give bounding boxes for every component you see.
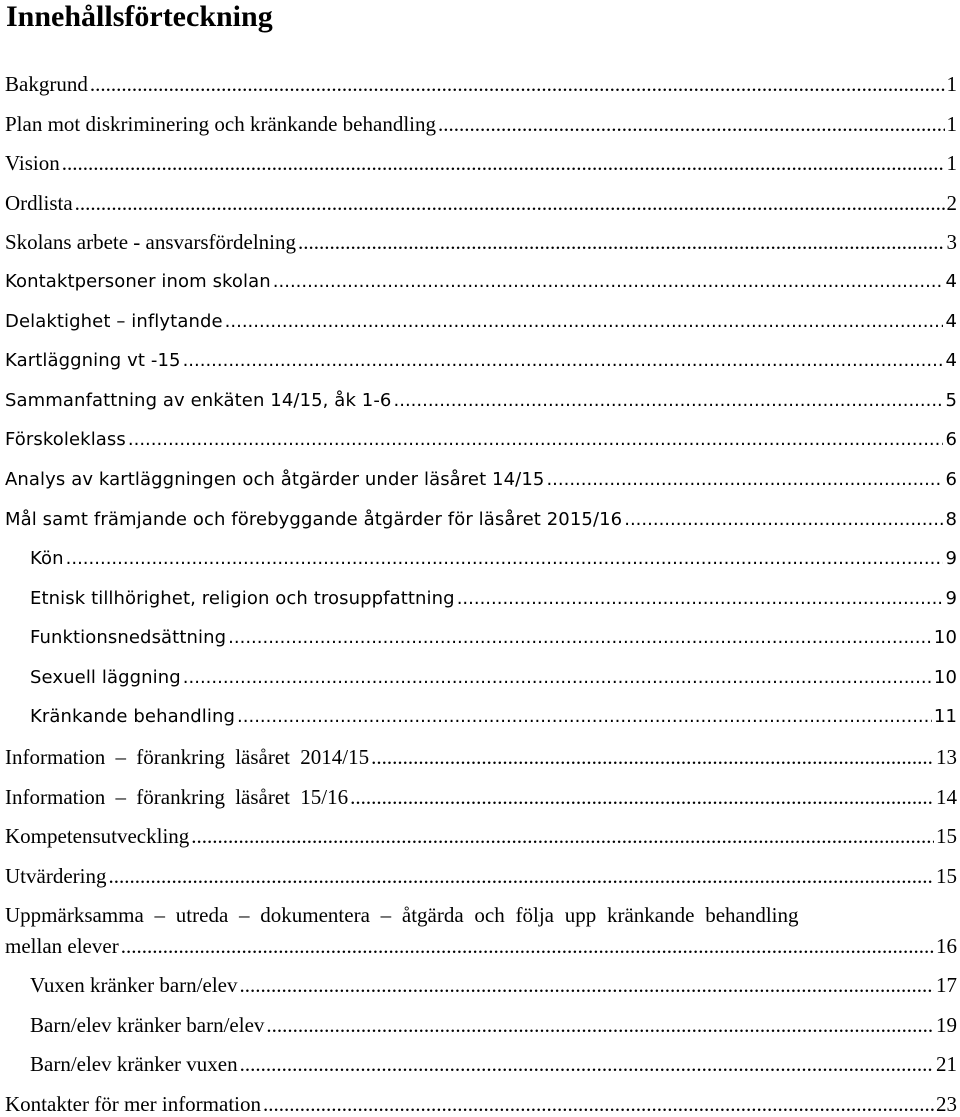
toc-entry-barn-kranker-barn[interactable] — [30, 1012, 957, 1038]
toc-page-number: 10 — [933, 627, 957, 648]
toc-page-number: 9 — [945, 548, 957, 569]
toc-entry-text: Mål samt främjande och förebyggande åtgärder för läsåret 2015/16 — [5, 509, 623, 530]
toc-dot-leader — [228, 625, 932, 651]
toc-entry-mal[interactable] — [5, 507, 957, 533]
toc-dot-leader — [438, 111, 945, 137]
toc-entry-text: Vuxen kränker barn/elev — [30, 973, 238, 997]
toc-entry-text: Information – förankring läsåret 2014/15 — [5, 745, 370, 769]
toc-entry-text: Sammanfattning av enkäten 14/15, åk 1-6 — [5, 390, 392, 411]
toc-entry-analys[interactable] — [5, 467, 957, 493]
toc-dot-leader — [263, 1091, 934, 1117]
toc-entry-funktionsnedsattning[interactable] — [30, 625, 957, 651]
toc-page-number: 1 — [946, 72, 957, 96]
toc-page-number: 5 — [945, 390, 957, 411]
toc-dot-leader — [371, 744, 934, 770]
toc-entry-uppmarksamma[interactable] — [5, 900, 957, 962]
toc-entry-text: Funktionsnedsättning — [30, 627, 227, 648]
toc-entry-text: Barn/elev kränker vuxen — [30, 1052, 238, 1076]
toc-entry-etnisk[interactable] — [30, 586, 957, 612]
toc-page-number: 13 — [936, 745, 957, 769]
toc-entry-text-line1: Uppmärksamma – utreda – dokumentera – åtgärda och följa upp kränkande behandling — [5, 903, 799, 927]
toc-dot-leader — [128, 427, 944, 453]
toc-page-number: 11 — [933, 706, 957, 727]
toc-entry-kontaktpersoner[interactable] — [5, 269, 957, 295]
toc-page-number: 15 — [936, 824, 957, 848]
toc-entry-barn-kranker-vuxen[interactable] — [30, 1051, 957, 1077]
toc-dot-leader — [191, 823, 934, 849]
toc-dot-leader — [394, 388, 944, 414]
toc-entry-text: Kön — [30, 548, 64, 569]
toc-dot-leader — [239, 972, 934, 998]
toc-page-number: 1 — [946, 151, 957, 175]
toc-entry-text: Skolans arbete - ansvarsfördelning — [5, 230, 296, 254]
toc-page-number: 4 — [945, 271, 957, 292]
toc-entry-text: Sexuell läggning — [30, 667, 181, 688]
toc-entry-text: Etnisk tillhörighet, religion och trosuppfattning — [30, 588, 455, 609]
toc-entry-text: Plan mot diskriminering och kränkande behandling — [5, 112, 436, 136]
toc-entry-text: Delaktighet – inflytande — [5, 311, 223, 332]
toc-entry-text: Kränkande behandling — [30, 706, 236, 727]
toc-dot-leader — [546, 467, 943, 493]
toc-entry-text: Bakgrund — [5, 72, 88, 96]
toc-entry-text: Vision — [5, 151, 60, 175]
toc-dot-leader — [298, 229, 945, 255]
toc-entry-text: Utvärdering — [5, 864, 107, 888]
toc-page-number: 3 — [946, 230, 957, 254]
toc-dot-leader — [240, 1051, 934, 1077]
toc-entry-text: Förskoleklass — [5, 429, 126, 450]
toc-dot-leader — [90, 71, 945, 97]
toc-dot-leader — [273, 269, 944, 295]
toc-dot-leader — [183, 665, 932, 691]
toc-dot-leader — [624, 507, 943, 533]
toc-entry-ansvarsfordelning[interactable] — [5, 229, 957, 255]
toc-entry-sammanfattning[interactable] — [5, 388, 957, 414]
toc-entry-kartlaggning[interactable] — [5, 348, 957, 374]
toc-page-number: 23 — [936, 1092, 957, 1116]
toc-entry-text-line2: mellan elever — [5, 934, 119, 958]
toc-entry-delaktighet[interactable] — [5, 309, 957, 335]
toc-page-number: 14 — [936, 785, 957, 809]
toc-entry-krankande-behandling[interactable] — [30, 704, 957, 730]
toc-dot-leader — [121, 931, 934, 962]
toc-entry-ordlista[interactable] — [5, 190, 957, 216]
toc-page-number: 8 — [945, 509, 957, 530]
toc-entry-information-1415[interactable] — [5, 744, 957, 770]
toc-dot-leader — [266, 1012, 934, 1038]
toc-dot-leader — [350, 784, 934, 810]
toc-entry-text: Kontaktpersoner inom skolan — [5, 271, 271, 292]
toc-entry-plan[interactable] — [5, 111, 957, 137]
toc-entry-bakgrund[interactable] — [5, 71, 957, 97]
toc-dot-leader — [225, 309, 944, 335]
toc-page-number: 19 — [936, 1013, 957, 1037]
toc-page-number: 4 — [945, 350, 957, 371]
toc-page-number: 21 — [936, 1052, 957, 1076]
toc-page-number: 15 — [936, 864, 957, 888]
toc-dot-leader — [237, 704, 932, 730]
toc-entry-vuxen-kranker[interactable] — [30, 972, 957, 998]
toc-entry-text: Information – förankring läsåret 15/16 — [5, 785, 349, 809]
toc-entry-kontakter[interactable] — [5, 1091, 957, 1117]
toc-page-number: 16 — [936, 934, 957, 958]
toc-heading: Innehållsförteckning — [6, 0, 273, 33]
toc-dot-leader — [75, 190, 945, 216]
toc-entry-vision[interactable] — [5, 150, 957, 176]
toc-dot-leader — [66, 546, 944, 572]
toc-page-number: 6 — [945, 469, 957, 490]
toc-page-number: 4 — [945, 311, 957, 332]
toc-entry-text: Ordlista — [5, 191, 73, 215]
toc-dot-leader — [108, 863, 934, 889]
toc-entry-text: Barn/elev kränker barn/elev — [30, 1013, 265, 1037]
toc-page-number: 6 — [945, 429, 957, 450]
toc-entry-sexuell-laggning[interactable] — [30, 665, 957, 691]
toc-page-number: 1 — [946, 112, 957, 136]
toc-entry-kon[interactable] — [30, 546, 957, 572]
toc-entry-kompetensutveckling[interactable] — [5, 823, 957, 849]
toc-page-number: 17 — [936, 973, 957, 997]
toc-page-number: 9 — [945, 588, 957, 609]
toc-entry-information-1516[interactable] — [5, 784, 957, 810]
toc-dot-leader — [62, 150, 945, 176]
toc-dot-leader — [183, 348, 944, 374]
toc-page-number: 2 — [946, 191, 957, 215]
toc-entry-text: Analys av kartläggningen och åtgärder under läsåret 14/15 — [5, 469, 545, 490]
toc-entry-text: Kartläggning vt -15 — [5, 350, 181, 371]
toc-entry-text: Kontakter för mer information — [5, 1092, 261, 1116]
toc-entry-utvardering[interactable] — [5, 863, 957, 889]
toc-entry-forskoleklass[interactable] — [5, 427, 957, 453]
toc-page-number: 10 — [933, 667, 957, 688]
toc-entry-text: Kompetensutveckling — [5, 824, 190, 848]
toc-dot-leader — [457, 586, 944, 612]
